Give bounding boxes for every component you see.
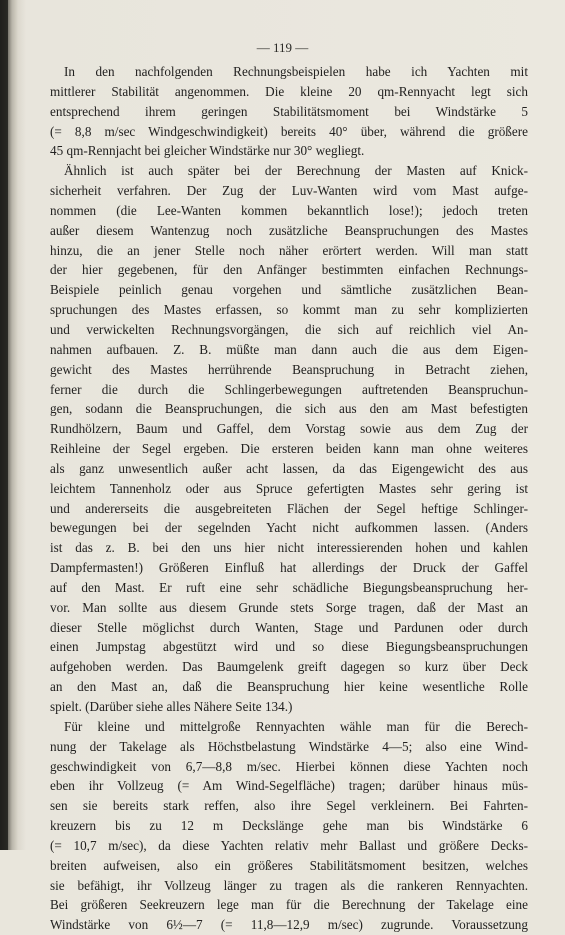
- text-line: vor. Man sollte aus diesem Grunde stets Sorge tragen, daß der Mast an: [50, 599, 528, 615]
- text-line: nommen (die Lee-Wanten kommen bekanntlich lose!); jedoch treten: [50, 202, 528, 218]
- book-gutter: [0, 0, 8, 850]
- text-line: Ähnlich ist auch später bei der Berechnung der Masten auf Knick-: [64, 163, 528, 179]
- text-line: einen Jumpstag abgestützt wird und so diese Biegungsbeanspruchungen: [50, 639, 528, 655]
- text-line: nahmen aufbauen. Z. B. müßte man dann auch die aus dem Eigen-: [50, 341, 528, 357]
- text-line: und verwickelten Rechnungsvorgängen, die sich auf reichlich viel An-: [50, 321, 528, 337]
- body-text: [50, 62, 528, 935]
- text-line: an den Mast an, daß die Beanspruchung hier keine wesentliche Rolle: [50, 679, 528, 695]
- text-line: (= 8,8 m/sec Windgeschwindigkeit) bereits 40° über, während die größere: [50, 123, 528, 139]
- text-line: sen sie bereits stark reffen, also ihre Segel verkleinern. Bei Fahrten-: [50, 798, 528, 814]
- text-line: Dampfermasten!) Größeren Einfluß hat allerdings der Druck der Gaffel: [50, 560, 528, 576]
- text-line: gen, sodann die Beanspruchungen, die sich aus den am Mast befestigten: [50, 401, 528, 417]
- page-number: — 119 —: [256, 40, 309, 55]
- text-line: Rundhölzern, Baum und Gaffel, dem Vorstag sowie aus dem Zug der: [50, 421, 528, 437]
- text-line: eben ihr Vollzeug (= Am Wind-Segelfläche) tragen; darüber hinaus müs-: [50, 778, 528, 794]
- text-line: dieser Stelle möglichst durch Wanten, Stage und Pardunen oder durch: [50, 619, 528, 635]
- text-line: und andererseits die ausgebreiteten Flächen der Segel heftige Schlinger-: [50, 500, 528, 516]
- text-line: ist das z. B. bei den uns hier nicht interessierenden hohen und kahlen: [50, 540, 528, 556]
- text-line: Windstärke von 6½—7 (= 11,8—12,9 m/sec) zugrunde. Voraussetzung: [50, 917, 528, 933]
- text-line: entsprechend ihrem geringen Stabilitätsmoment bei Windstärke 5: [50, 103, 528, 119]
- text-line: als ganz unwesentlich außer acht lassen, da das Eigengewicht des aus: [50, 460, 528, 476]
- text-line: Für kleine und mittelgroße Rennyachten wähle man für die Berech-: [64, 718, 528, 734]
- text-line: hinzu, die an jener Stelle noch näher erörtert werden. Will man statt: [50, 242, 528, 258]
- text-line: leichtem Tannenholz oder aus Spruce gefertigten Mastes sehr gering ist: [50, 480, 528, 496]
- text-line: 45 qm-Rennjacht bei gleicher Windstärke nur 30° wegliegt.: [50, 143, 365, 159]
- text-line: Beispiele peinlich genau vorgehen und sämtliche zusätzlichen Bean-: [50, 282, 528, 298]
- text-line: sie befähigt, ihr Vollzeug länger zu tragen als die rankeren Rennyachten.: [50, 877, 528, 893]
- text-line: breiten aufweisen, also ein größeres Stabilitätsmoment besitzen, welches: [50, 857, 528, 873]
- text-line: gewicht des Mastes herrührende Beanspruchung in Betracht ziehen,: [50, 361, 528, 377]
- text-line: geschwindigkeit von 6,7—8,8 m/sec. Hierbei können diese Yachten noch: [50, 758, 528, 774]
- text-line: kreuzern bis zu 12 m Deckslänge gehe man bis Windstärke 6: [50, 818, 528, 834]
- text-line: der hier gegebenen, für den Anfänger bestimmten einfachen Rechnungs-: [50, 262, 528, 278]
- text-line: aufgehoben werden. Das Baumgelenk greift dagegen so kurz über Deck: [50, 659, 528, 675]
- text-line: (= 10,7 m/sec), da diese Yachten relativ mehr Ballast und größere Decks-: [50, 837, 528, 853]
- text-line: spruchungen des Mastes erfassen, so kommt man zu sehr komplizierten: [50, 302, 528, 318]
- text-line: außer diesem Wantenzug noch zusätzliche Beanspruchungen des Mastes: [50, 222, 528, 238]
- text-line: ferner die durch die Schlingerbewegungen auftretenden Beanspruchun-: [50, 381, 528, 397]
- text-line: mittlerer Stabilität angenommen. Die kleine 20 qm-Rennyacht legt sich: [50, 83, 528, 99]
- text-line: In den nachfolgenden Rechnungsbeispielen habe ich Yachten mit: [64, 64, 528, 79]
- text-line: sicherheit verfahren. Der Zug der Luv-Wanten wird vom Mast aufge-: [50, 183, 528, 199]
- text-line: nung der Takelage als Höchstbelastung Windstärke 4—5; also eine Wind-: [50, 738, 528, 754]
- text-line: spielt. (Darüber siehe alles Nähere Seite 134.): [50, 699, 293, 714]
- text-line: Reihleine der Segel ergeben. Die ersteren beiden kann man ohne weiteres: [50, 441, 528, 457]
- text-line: Bei größeren Seekreuzern lege man für die Berechnung der Takelage eine: [50, 897, 528, 913]
- text-line: auf den Mast. Er ruft eine sehr schädliche Biegungsbeanspruchung her-: [50, 579, 528, 595]
- text-line: bewegungen bei der segelnden Yacht nicht aufkommen lassen. (Anders: [50, 520, 528, 536]
